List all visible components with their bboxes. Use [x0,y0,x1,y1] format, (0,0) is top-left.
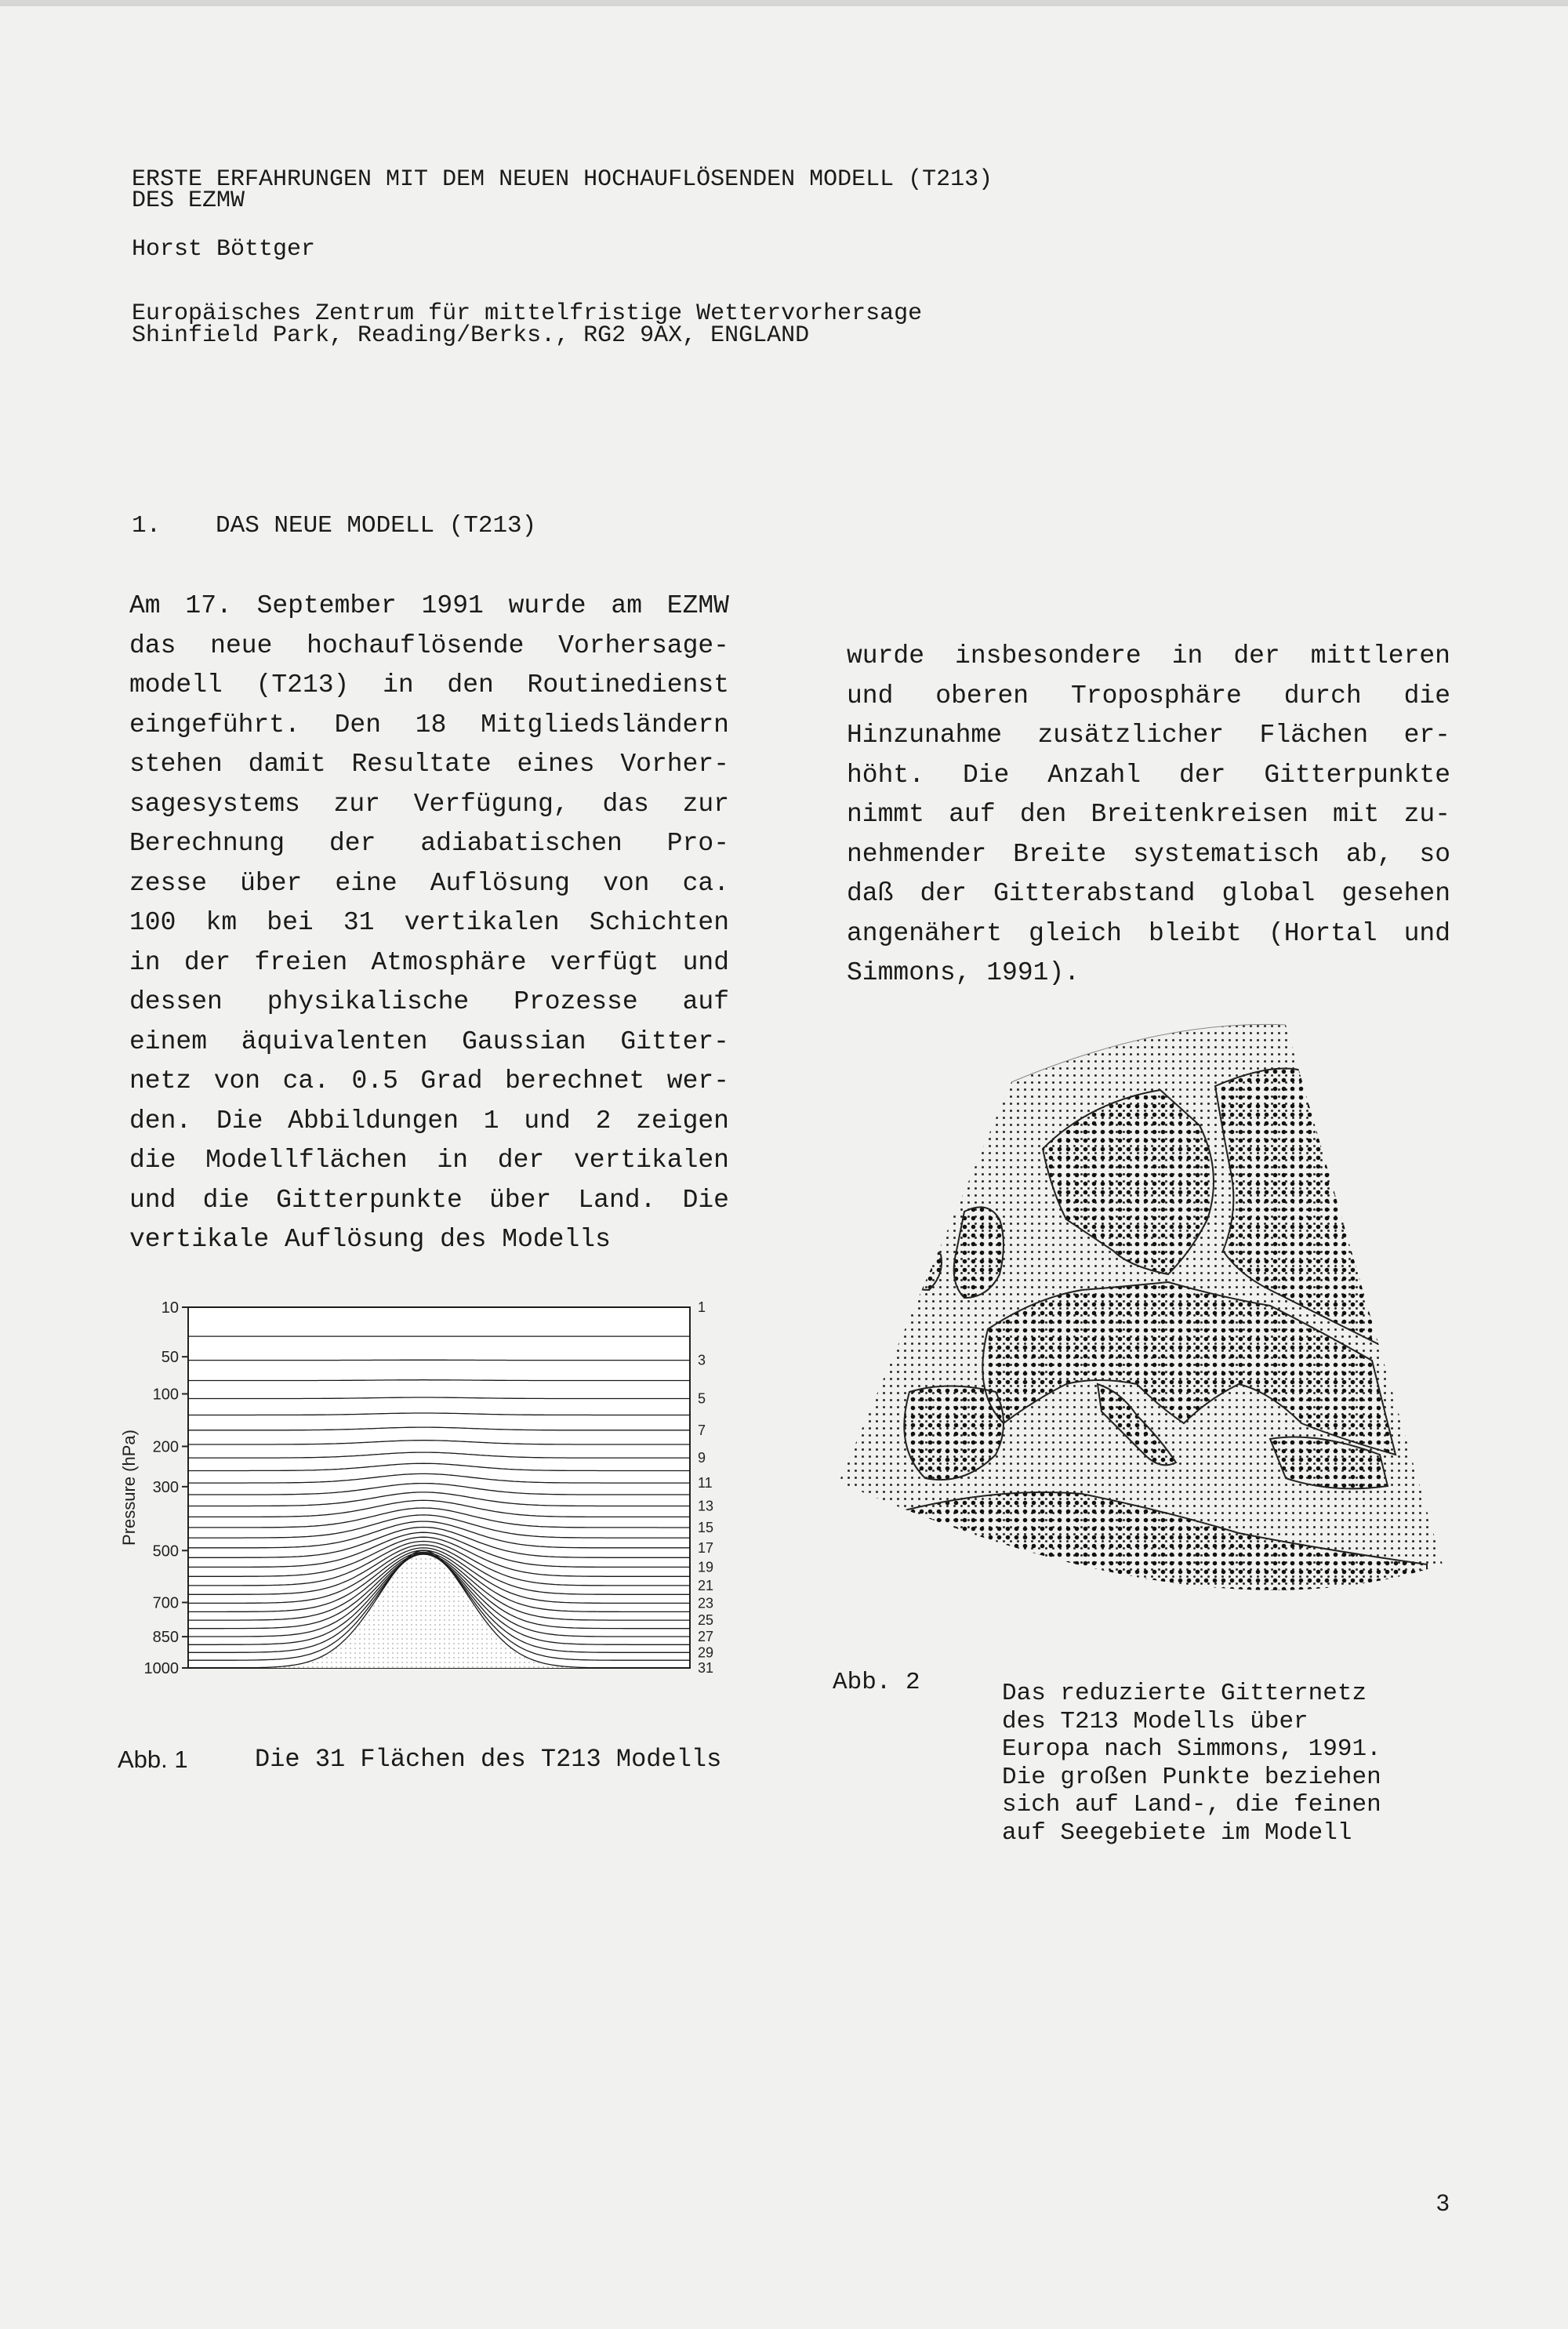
level-number-label: 1 [698,1299,706,1315]
y-tick-label: 50 [161,1349,179,1367]
figure-1-model-levels-chart [118,1298,737,1690]
y-tick-label: 10 [161,1299,179,1317]
level-number-label: 27 [698,1629,714,1645]
figure-1-caption-label: Abb. 1 [118,1746,188,1773]
figure-2-caption-line: des T213 Modells über [1002,1707,1308,1735]
y-tick-label: 100 [152,1386,179,1404]
left-column-line: 100 km bei 31 vertikalen Schichten [129,908,729,937]
left-column-line: einem äquivalenten Gaussian Gitter- [129,1026,729,1056]
left-column-line: vertikale Auflösung des Modells [129,1225,611,1254]
level-number-label: 17 [698,1539,714,1556]
figure-1-caption-text: Die 31 Flächen des T213 Modells [255,1745,722,1774]
left-column-line: modell (T213) in den Routinedienst [129,670,729,699]
figure-2-caption-label: Abb. 2 [833,1669,920,1696]
figure-2-caption-line: sich auf Land-, die feinen [1002,1791,1381,1819]
page-number: 3 [1436,2190,1450,2216]
left-column-line: Am 17. September 1991 wurde am EZMW [129,591,729,620]
level-number-label: 13 [698,1498,714,1514]
left-text-column [129,587,729,1260]
left-column-line: sagesystems zur Verfügung, das zur [129,789,729,819]
figure-2-europe-grid-map [831,1016,1458,1627]
right-column-line: Hinzunahme zusätzlicher Flächen er- [847,721,1450,750]
figure-2-caption-line: Europa nach Simmons, 1991. [1002,1735,1381,1763]
right-column-line: und oberen Troposphäre durch die [847,681,1450,710]
level-number-label: 9 [698,1450,706,1466]
level-number-label: 7 [698,1422,706,1438]
level-number-label: 23 [698,1595,714,1611]
left-column-line: stehen damit Resultate eines Vorher- [129,750,729,779]
right-column-line: höht. Die Anzahl der Gitterpunkte [847,760,1450,790]
figure-2-caption-line: Das reduzierte Gitternetz [1002,1680,1367,1707]
right-column-line: daß der Gitterabstand global gesehen [847,879,1450,908]
left-column-line: Berechnung der adiabatischen Pro- [129,829,729,858]
left-column-line: dessen physikalische Prozesse auf [129,987,729,1016]
level-number-label: 5 [698,1390,706,1407]
level-number-label: 29 [698,1644,714,1661]
y-tick-label: 500 [152,1542,179,1561]
y-tick-label: 200 [152,1438,179,1456]
right-column-line: angenähert gleich bleibt (Hortal und [847,918,1450,948]
level-number-label: 11 [698,1475,713,1492]
y-tick-label: 300 [152,1478,179,1496]
y-tick-label: 700 [152,1594,179,1612]
left-column-line: in der freien Atmosphäre verfügt und [129,947,729,977]
right-column-line: Simmons, 1991). [847,958,1080,987]
right-column-line: nimmt auf den Breitenkreisen mit zu- [847,800,1450,829]
land-ireland [900,1246,942,1290]
left-column-line: die Modellflächen in der vertikalen [129,1146,729,1175]
right-column-line: nehmender Breite systematisch ab, so [847,839,1450,869]
section-number: 1. [132,512,162,540]
y-tick-label: 1000 [143,1660,179,1677]
left-column-line: das neue hochauflösende Vorhersage- [129,630,729,660]
level-number-label: 25 [698,1612,714,1629]
section-title: DAS NEUE MODELL (T213) [216,512,537,540]
y-tick-label: 850 [152,1629,179,1647]
level-number-label: 21 [698,1577,714,1593]
level-number-label: 31 [698,1660,714,1676]
right-column-line: wurde insbesondere in der mittleren [847,641,1450,670]
figure-2-caption-line: Die großen Punkte beziehen [1002,1763,1381,1791]
level-number-label: 15 [698,1519,714,1535]
affiliation-line-2: Shinfield Park, Reading/Berks., RG2 9AX, ENGLAND [132,322,810,349]
left-column-line: und die Gitterpunkte über Land. Die [129,1185,729,1215]
paper-title-line-2: DES EZMW [132,187,245,214]
left-column-line: eingeführt. Den 18 Mitgliedsländern [129,710,729,739]
left-column-line: den. Die Abbildungen 1 und 2 zeigen [129,1106,729,1135]
level-number-label: 3 [698,1352,706,1368]
right-text-column [847,637,1450,994]
paper-title-line-1: ERSTE ERFAHRUNGEN MIT DEM NEUEN HOCHAUFLÖSENDEN MODELL (T213) [132,166,993,193]
level-number-label: 19 [698,1559,714,1575]
author-name: Horst Böttger [132,236,316,263]
left-column-line: zesse über eine Auflösung von ca. [129,868,729,898]
figure-2-caption-text [1002,1680,1381,1847]
page-top-edge [0,0,1568,6]
y-axis-label: Pressure (hPa) [119,1430,139,1546]
affiliation-line-1: Europäisches Zentrum für mittelfristige Wettervorhersage [132,300,923,327]
left-column-line: netz von ca. 0.5 Grad berechnet wer- [129,1066,729,1095]
figure-2-caption-line: auf Seegebiete im Modell [1002,1819,1352,1847]
